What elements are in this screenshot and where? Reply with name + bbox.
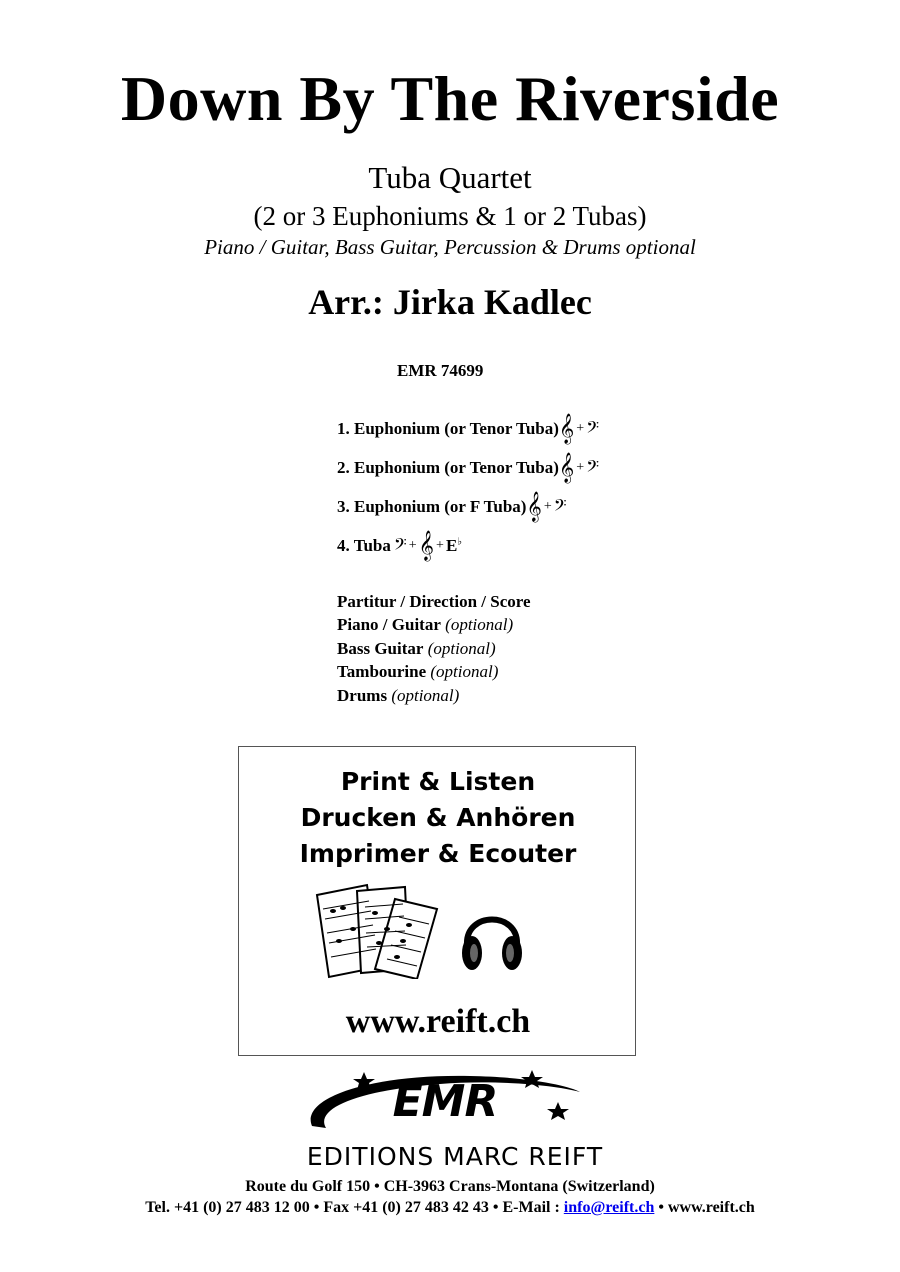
e-flat-symbol: E♭ — [445, 536, 463, 555]
publisher-name: EDITIONS MARC REIFT — [306, 1142, 604, 1171]
treble-clef-icon: 𝄞 — [418, 530, 435, 561]
part-1 — [337, 413, 600, 444]
contact-phone-fax: Tel. +41 (0) 27 483 12 00 • Fax +41 (0) 27 483 42 43 • E-Mail : — [145, 1199, 564, 1216]
page-title: Down By The Riverside — [120, 63, 780, 134]
treble-clef-icon: 𝄞 — [558, 452, 575, 483]
instrumentation-line: (2 or 3 Euphoniums & 1 or 2 Tubas) — [253, 201, 647, 231]
bass-clef-icon: 𝄢 — [553, 494, 567, 519]
plus-sign: + — [576, 460, 585, 475]
material-item — [337, 592, 531, 612]
part-label: 3. Euphonium (or F Tuba) — [337, 497, 527, 516]
material-name: Bass Guitar — [337, 639, 424, 658]
arranger-credit: Arr.: Jirka Kadlec — [308, 282, 592, 322]
treble-clef-icon: 𝄞 — [558, 413, 575, 444]
promo-line-fr: Imprimer & Ecouter — [299, 839, 577, 868]
material-name: Piano / Guitar — [337, 615, 441, 634]
publisher-contact — [0, 1199, 900, 1217]
part-2 — [337, 452, 600, 483]
material-note: (optional) — [445, 615, 514, 634]
bass-clef-icon: 𝄢 — [586, 455, 600, 480]
bass-clef-icon: 𝄢 — [393, 533, 407, 558]
plus-sign: + — [436, 538, 444, 553]
plus-sign: + — [543, 499, 552, 514]
material-item — [337, 686, 459, 706]
part-3 — [337, 491, 567, 522]
promo-website[interactable]: www.reift.ch — [345, 1003, 531, 1040]
catalog-number: EMR 74699 — [397, 361, 484, 380]
promo-line-en: Print & Listen — [340, 767, 536, 796]
promo-line-de: Drucken & Anhören — [300, 803, 576, 832]
material-item — [337, 662, 498, 682]
treble-clef-icon: 𝄞 — [526, 491, 542, 522]
optional-instruments-line: Piano / Guitar, Bass Guitar, Percussion & Drums optional — [204, 235, 696, 259]
material-note: (optional) — [430, 662, 499, 681]
material-item — [337, 615, 513, 635]
headphones-icon — [459, 897, 525, 977]
material-name: Drums — [337, 686, 388, 705]
contact-website: • www.reift.ch — [654, 1199, 755, 1216]
part-4 — [337, 530, 463, 561]
material-name: Tambourine — [337, 662, 427, 681]
part-label: 4. Tuba — [337, 536, 391, 555]
part-label: 2. Euphonium (or Tenor Tuba) — [337, 458, 559, 477]
email-link[interactable]: info@reift.ch — [563, 1199, 655, 1216]
print-listen-box — [238, 746, 636, 1056]
plus-sign: + — [576, 421, 585, 436]
material-note: (optional) — [391, 686, 460, 705]
plus-sign: + — [408, 538, 417, 553]
part-label: 1. Euphonium (or Tenor Tuba) — [337, 419, 559, 438]
material-name: Partitur / Direction / Score — [337, 592, 531, 611]
material-item — [337, 639, 496, 659]
logo-wordmark: EMR — [392, 1076, 498, 1127]
material-note: (optional) — [427, 639, 496, 658]
ensemble-subtitle: Tuba Quartet — [368, 160, 532, 195]
publisher-logo — [230, 1068, 680, 1178]
sheet-music-icon — [313, 881, 443, 979]
publisher-address: Route du Golf 150 • CH-3963 Crans-Montana (Switzerland) — [245, 1178, 655, 1195]
bass-clef-icon: 𝄢 — [586, 416, 600, 441]
